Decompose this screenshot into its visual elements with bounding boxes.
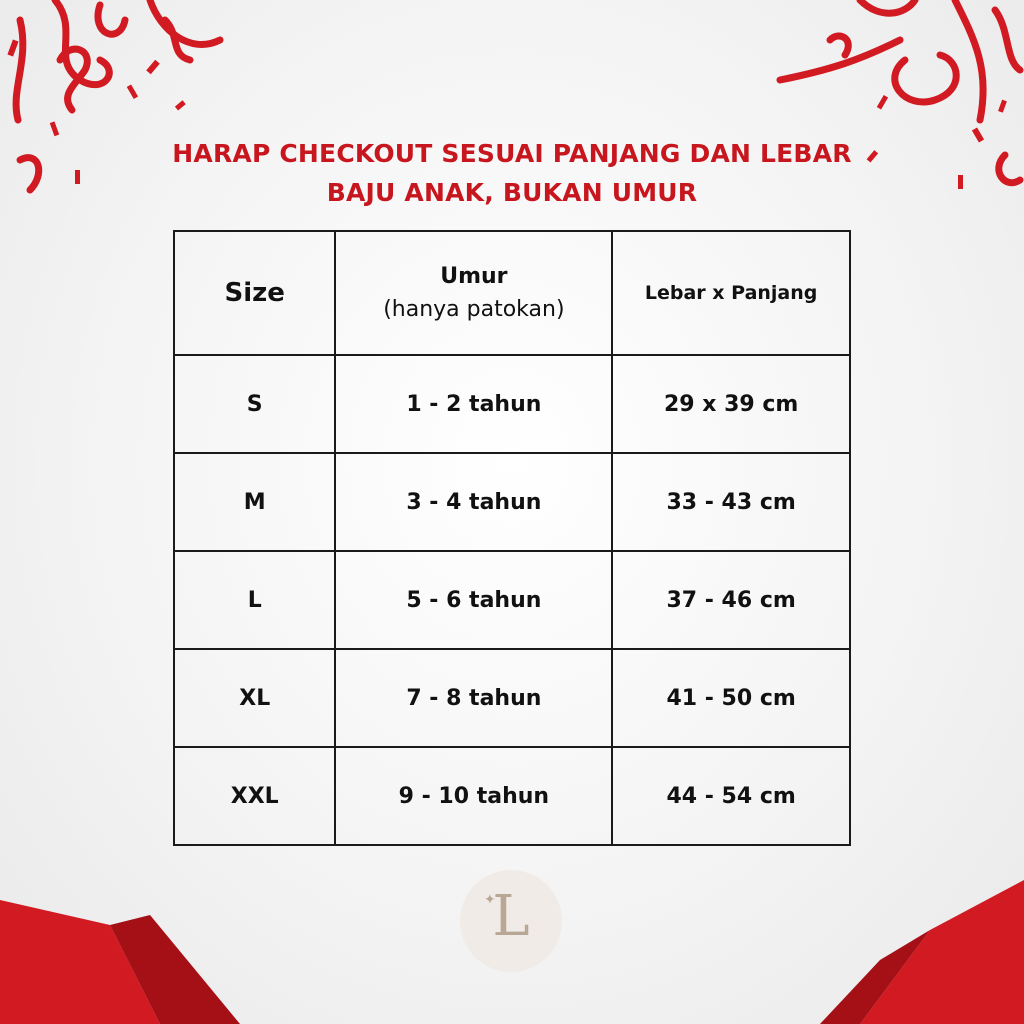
cell-dimensions: 33 - 43 cm [612,453,850,551]
cell-dimensions: 44 - 54 cm [612,747,850,845]
cell-size: L [174,551,335,649]
table-row [174,355,850,453]
cell-size: XL [174,649,335,747]
table-row [174,747,850,845]
sparkle-icon: ✦ [484,892,496,908]
cell-dimensions: 29 x 39 cm [612,355,850,453]
cell-size: S [174,355,335,453]
table-row [174,453,850,551]
table-header-row [174,231,850,355]
size-chart-table [173,230,851,846]
header-age-note: (hanya patokan) [383,297,565,322]
cell-age: 7 - 8 tahun [335,649,612,747]
title-line-2: BAJU ANAK, BUKAN UMUR [326,178,698,207]
header-age-label: Umur [440,264,508,289]
header-dimensions: Lebar x Panjang [612,231,850,355]
brand-logo [460,870,562,972]
title-line-1: HARAP CHECKOUT SESUAI PANJANG DAN LEBAR [172,139,852,168]
cell-dimensions: 41 - 50 cm [612,649,850,747]
cell-age: 5 - 6 tahun [335,551,612,649]
cell-age: 3 - 4 tahun [335,453,612,551]
cell-size: XXL [174,747,335,845]
header-age [335,231,612,355]
table-row [174,551,850,649]
cell-age: 9 - 10 tahun [335,747,612,845]
page-title [112,134,912,212]
cell-size: M [174,453,335,551]
cell-age: 1 - 2 tahun [335,355,612,453]
header-size: Size [174,231,335,355]
logo-letter: L [492,884,530,949]
cell-dimensions: 37 - 46 cm [612,551,850,649]
table-row [174,649,850,747]
